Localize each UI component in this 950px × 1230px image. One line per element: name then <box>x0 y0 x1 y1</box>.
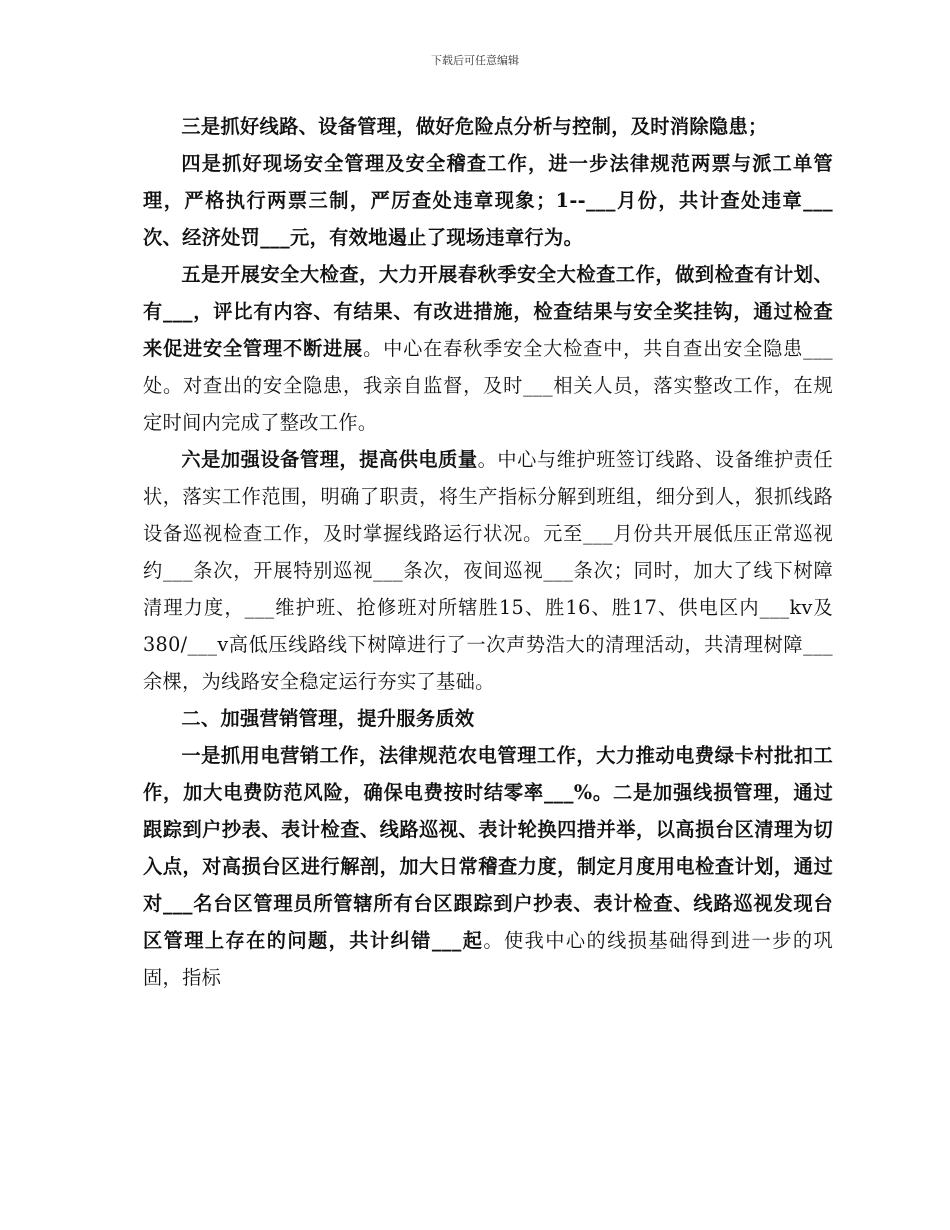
paragraph-bold-text: 六是加强设备管理，提高供电质量 <box>181 448 478 471</box>
page-header: 下载后可任意编辑 <box>431 54 519 67</box>
section-heading <box>143 700 833 737</box>
paragraph-item-5 <box>143 256 833 441</box>
paragraph-text: 。使我中心的线损基础得到进一步的巩固，指标 <box>143 929 833 989</box>
document-body <box>143 108 833 996</box>
paragraph-text: 。中心与维护班签订线路、设备维护责任状，落实工作范围，明确了职责，将生产指标分解到班组，细分到人，狠抓线路设备巡视检查工作，及时掌握线路运行状况。元至___月份共开展低压正常巡视约___条次，开展特别巡视___条次，夜间巡视___条次；同时，加大了线下树障清理力度，___维护班、抢修班对所辖胜15、胜16、胜17、供电区内___kv及380/___v高低压线路线下树障进行了一次声势浩大的清理活动，共清理树障___余棵，为线路安全稳定运行夯实了基础。 <box>143 448 833 693</box>
section-heading-text: 二、加强营销管理，提升服务质效 <box>181 707 475 730</box>
paragraph-item-4 <box>143 145 833 256</box>
paragraph-bold-text: 一是抓用电营销工作，法律规范农电管理工作，大力推动电费绿卡村批扣工作，加大电费防范风险，确保电费按时结零率___%。二是加强线损管理，通过跟踪到户抄表、表计检查、线路巡视、表计轮换四措并举，以高损台区清理为切入点，对高损台区进行解剖，加大日常稽查力度，制定月度用电检查计划，通过对___名台区管理员所管辖所有台区跟踪到户抄表、表计检查、线路巡视发现台区管理上存在的问题，共计纠错___起 <box>143 744 833 952</box>
paragraph-item-1 <box>143 737 833 996</box>
paragraph-bold-text: 四是抓好现场安全管理及安全稽查工作，进一步法律规范两票与派工单管理，严格执行两票三制，严厉查处违章现象；1--___月份，共计查处违章___次、经济处罚___元，有效地遏止了现场违章行为。 <box>143 152 833 249</box>
paragraph-bold-text: 五是开展安全大检查，大力开展春秋季安全大检查工作，做到检查有计划、有___，评比有内容、有结果、有改进措施，检查结果与安全奖挂钩，通过检查来促进安全管理不断进展 <box>143 263 833 360</box>
paragraph-bold-text: 三是抓好线路、设备管理，做好危险点分析与控制，及时消除隐患； <box>181 115 768 138</box>
paragraph-item-6 <box>143 441 833 700</box>
paragraph-item-3 <box>143 108 833 145</box>
paragraph-text: 。中心在春秋季安全大检查中，共自查出安全隐患___处。对查出的安全隐患，我亲自监督，及时___相关人员，落实整改工作，在规定时间内完成了整改工作。 <box>143 337 833 434</box>
